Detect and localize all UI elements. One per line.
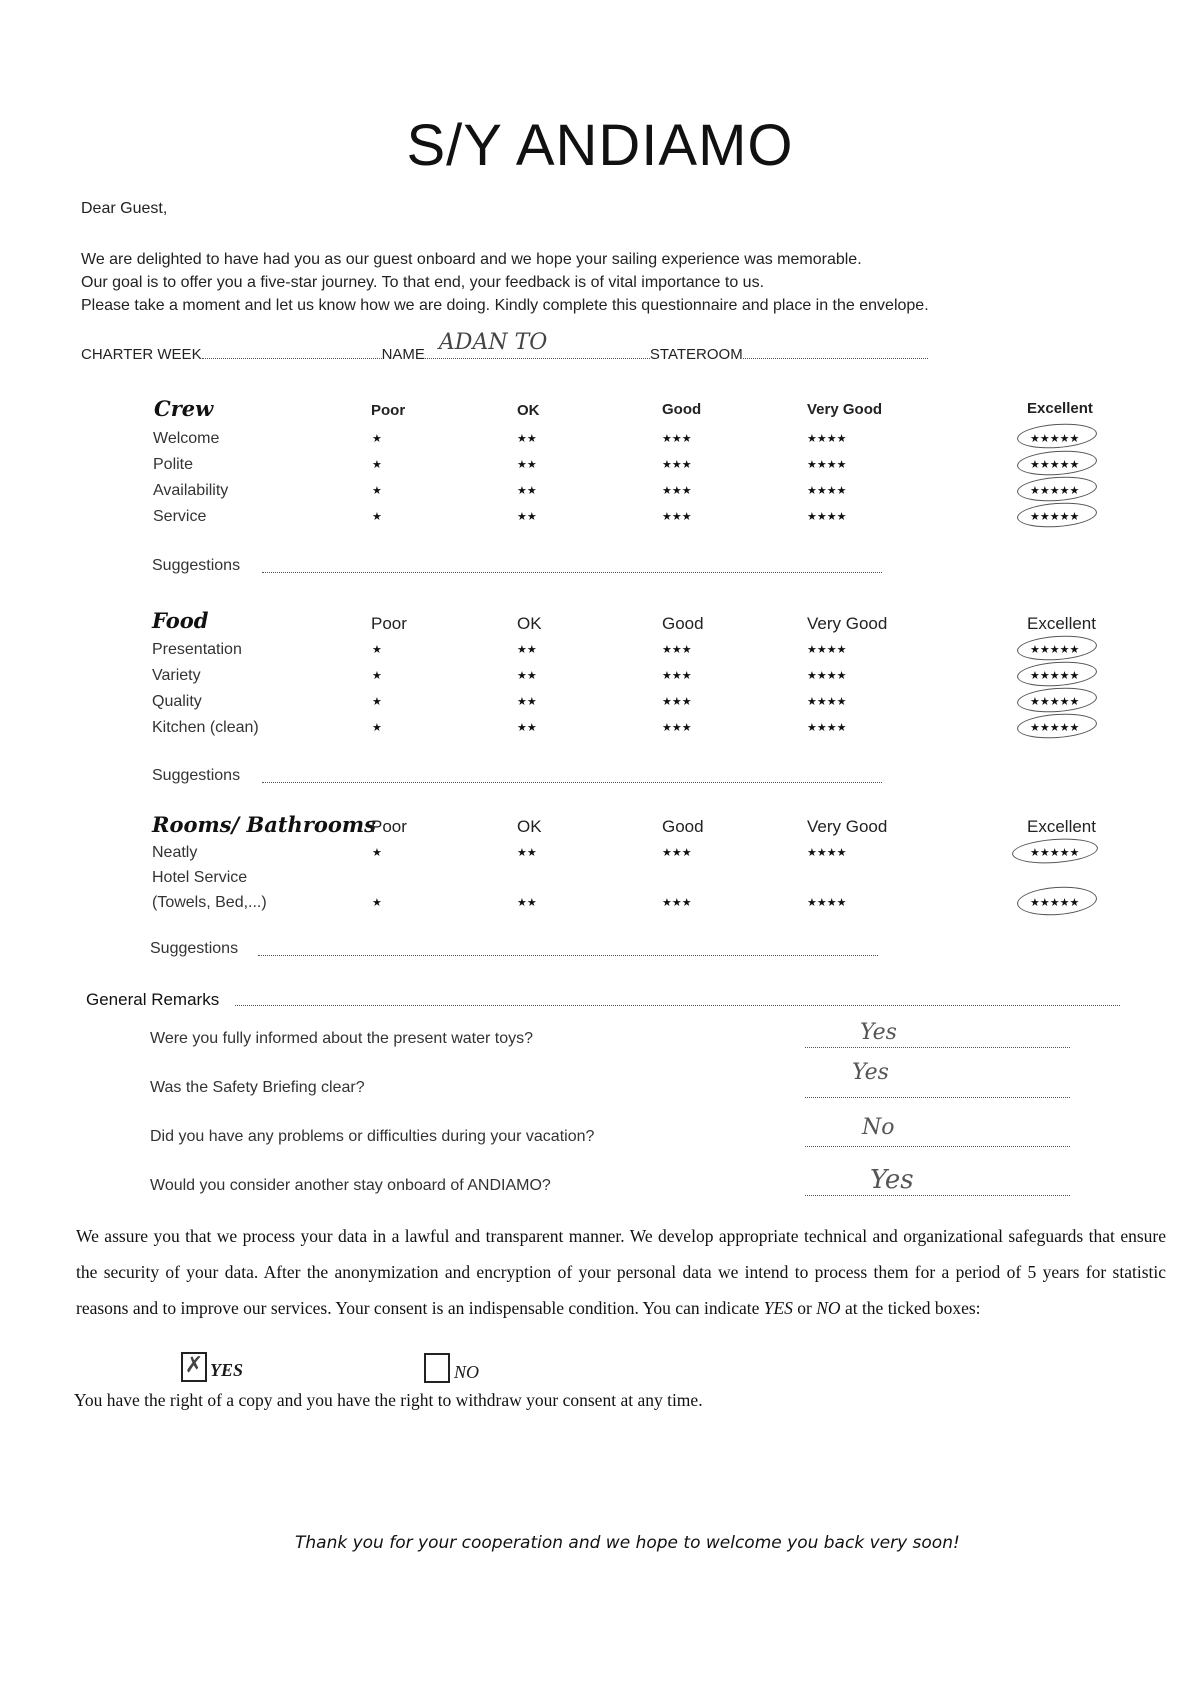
- col-ok: OK: [517, 817, 542, 836]
- question: Was the Safety Briefing clear?: [150, 1079, 365, 1096]
- rating-option-excellent[interactable]: ★★★★★: [1030, 721, 1080, 734]
- rating-option-good[interactable]: ★★★: [662, 510, 692, 523]
- section-title-crew: Crew: [154, 396, 214, 421]
- answer-field[interactable]: [805, 1146, 1070, 1147]
- rating-option-ok[interactable]: ★★: [517, 643, 537, 656]
- rating-option-excellent[interactable]: ★★★★★: [1030, 695, 1080, 708]
- col-good: Good: [662, 401, 702, 418]
- selected-circle-mark: [1016, 685, 1097, 715]
- selected-circle-mark: [1016, 711, 1097, 741]
- rating-option-very-good[interactable]: ★★★★: [807, 432, 847, 445]
- charter-week-field[interactable]: [202, 356, 382, 359]
- consent-no-word: NO: [816, 1298, 841, 1318]
- selected-circle-mark: [1016, 633, 1097, 663]
- intro-line: Please take a moment and let us know how we are doing. Kindly complete this questionnaire and place in the envelope.: [81, 297, 929, 314]
- rating-option-poor[interactable]: ★: [372, 643, 382, 656]
- rating-option-very-good[interactable]: ★★★★: [807, 510, 847, 523]
- row-label: Availability: [153, 482, 229, 499]
- rating-option-ok[interactable]: ★★: [517, 484, 537, 497]
- row-label: Neatly: [152, 844, 198, 861]
- col-excellent: Excellent: [1027, 400, 1093, 417]
- consent-or-word: or: [792, 1298, 817, 1318]
- rating-option-good[interactable]: ★★★: [662, 669, 692, 682]
- answer-field[interactable]: [805, 1047, 1070, 1048]
- consent-yes-word: YES: [763, 1298, 793, 1318]
- col-excellent: Excellent: [1027, 614, 1096, 633]
- consent-text-body: We assure you that we process your data in a lawful and transparent manner. We develop appropriate technical and organizational safeguards that ensure the security of your data. After the anonymization and encryption of your personal data we intend to process them for a period of 5 years for statistic reasons and to improve our services. Your consent is an indispensable condition. You can indicate: [76, 1226, 1166, 1318]
- answer-value: Yes: [860, 1020, 897, 1045]
- answer-value: Yes: [870, 1165, 914, 1195]
- food-suggestions-field[interactable]: [262, 780, 882, 783]
- col-poor: Poor: [371, 614, 407, 633]
- selected-circle-mark: [1016, 421, 1097, 451]
- consent-yes-checkbox[interactable]: [181, 1352, 207, 1382]
- name-value: ADAN TO: [438, 330, 548, 355]
- rating-option-poor[interactable]: ★: [372, 510, 382, 523]
- rating-option-ok[interactable]: ★★: [517, 510, 537, 523]
- suggestions-label: Suggestions: [150, 940, 239, 957]
- question: Would you consider another stay onboard of ANDIAMO?: [150, 1177, 551, 1194]
- row-label: Quality: [152, 693, 202, 710]
- rating-option-ok[interactable]: ★★: [517, 432, 537, 445]
- rating-option-good[interactable]: ★★★: [662, 721, 692, 734]
- answer-value: No: [862, 1115, 895, 1140]
- rating-option-very-good[interactable]: ★★★★: [807, 695, 847, 708]
- rights-text: You have the right of a copy and you have the right to withdraw your consent at any time.: [74, 1390, 703, 1410]
- rating-option-poor[interactable]: ★: [372, 458, 382, 471]
- rating-option-excellent[interactable]: ★★★★★: [1030, 669, 1080, 682]
- rating-option-excellent[interactable]: ★★★★★: [1030, 484, 1080, 497]
- rating-option-poor[interactable]: ★: [372, 846, 382, 859]
- thank-you-note: Thank you for your cooperation and we hope to welcome you back very soon!: [295, 1533, 960, 1553]
- consent-text-end: at the ticked boxes:: [840, 1298, 981, 1318]
- answer-value: Yes: [852, 1060, 889, 1085]
- row-label: Variety: [152, 667, 201, 684]
- rating-option-good[interactable]: ★★★: [662, 432, 692, 445]
- question: Were you fully informed about the present water toys?: [150, 1030, 534, 1047]
- col-good: Good: [662, 614, 704, 633]
- selected-circle-mark: [1016, 659, 1097, 689]
- col-very-good: Very Good: [807, 401, 883, 418]
- row-label: Presentation: [152, 641, 242, 658]
- rating-option-ok[interactable]: ★★: [517, 846, 537, 859]
- rating-option-ok[interactable]: ★★: [517, 896, 537, 909]
- general-remarks-field[interactable]: [235, 1003, 1120, 1006]
- rating-option-very-good[interactable]: ★★★★: [807, 484, 847, 497]
- row-label: Polite: [153, 456, 194, 473]
- col-excellent: Excellent: [1027, 817, 1096, 836]
- rating-option-ok[interactable]: ★★: [517, 458, 537, 471]
- question: Did you have any problems or difficulties during your vacation?: [150, 1128, 595, 1145]
- selected-circle-mark: [1011, 836, 1098, 866]
- row-label: Hotel Service: [152, 869, 248, 886]
- greeting: Dear Guest,: [81, 200, 168, 217]
- charter-week-label: CHARTER WEEK: [81, 346, 202, 363]
- suggestions-label: Suggestions: [152, 557, 241, 574]
- selected-circle-mark: [1016, 500, 1097, 530]
- name-field[interactable]: [425, 330, 650, 359]
- answer-field[interactable]: [805, 1097, 1070, 1098]
- rating-option-ok[interactable]: ★★: [517, 721, 537, 734]
- consent-text: [76, 1218, 1166, 1326]
- rating-option-excellent[interactable]: ★★★★★: [1030, 458, 1080, 471]
- col-ok: OK: [517, 402, 540, 419]
- rating-option-good[interactable]: ★★★: [662, 896, 692, 909]
- rating-option-excellent[interactable]: ★★★★★: [1030, 643, 1080, 656]
- rating-option-poor[interactable]: ★: [372, 695, 382, 708]
- stateroom-label: STATEROOM: [649, 346, 743, 363]
- col-ok: OK: [517, 614, 542, 633]
- section-title-rooms: Rooms/ Bathrooms: [152, 812, 376, 837]
- rating-option-ok[interactable]: ★★: [517, 669, 537, 682]
- general-remarks-label: General Remarks: [86, 990, 220, 1009]
- rating-option-poor[interactable]: ★: [372, 484, 382, 497]
- consent-yes-label: YES: [210, 1360, 244, 1380]
- rating-option-very-good[interactable]: ★★★★: [807, 896, 847, 909]
- section-title-food: Food: [152, 608, 209, 633]
- checkmark-x-icon: ✗: [184, 1353, 204, 1378]
- rating-option-excellent[interactable]: ★★★★★: [1030, 510, 1080, 523]
- col-very-good: Very Good: [807, 614, 888, 633]
- intro-text: [81, 248, 929, 317]
- rating-option-very-good[interactable]: ★★★★: [807, 458, 847, 471]
- selected-circle-mark: [1016, 884, 1098, 918]
- rating-option-good[interactable]: ★★★: [662, 695, 692, 708]
- rating-option-very-good[interactable]: ★★★★: [807, 669, 847, 682]
- guest-info-fields: [81, 330, 928, 363]
- rating-option-very-good[interactable]: ★★★★: [807, 643, 847, 656]
- rating-option-poor[interactable]: ★: [372, 721, 382, 734]
- rating-option-very-good[interactable]: ★★★★: [807, 846, 847, 859]
- rating-option-good[interactable]: ★★★: [662, 846, 692, 859]
- page-title: S/Y ANDIAMO: [406, 113, 794, 178]
- col-very-good: Very Good: [807, 817, 888, 836]
- rating-option-poor[interactable]: ★: [372, 432, 382, 445]
- row-label: Service: [153, 508, 207, 525]
- intro-line: We are delighted to have had you as our guest onboard and we hope your sailing experience was memorable.: [81, 251, 862, 268]
- stateroom-field[interactable]: [743, 356, 928, 359]
- rating-option-excellent[interactable]: ★★★★★: [1030, 896, 1080, 909]
- answer-field[interactable]: [805, 1195, 1070, 1196]
- rating-option-good[interactable]: ★★★: [662, 484, 692, 497]
- row-label-continued: (Towels, Bed,...): [152, 894, 267, 911]
- col-poor: Poor: [371, 817, 407, 836]
- intro-line: Our goal is to offer you a five-star journey. To that end, your feedback is of vital importance to us.: [81, 274, 765, 291]
- name-label: NAME: [381, 346, 425, 363]
- rating-option-excellent[interactable]: ★★★★★: [1030, 432, 1080, 445]
- rating-option-good[interactable]: ★★★: [662, 458, 692, 471]
- crew-suggestions-field[interactable]: [262, 570, 882, 573]
- row-label: Welcome: [153, 430, 220, 447]
- rooms-suggestions-field[interactable]: [258, 953, 878, 956]
- selected-circle-mark: [1016, 474, 1097, 504]
- selected-circle-mark: [1016, 448, 1097, 478]
- rating-option-poor[interactable]: ★: [372, 669, 382, 682]
- rating-option-excellent[interactable]: ★★★★★: [1030, 846, 1080, 859]
- consent-no-checkbox[interactable]: [424, 1353, 450, 1383]
- rating-option-very-good[interactable]: ★★★★: [807, 721, 847, 734]
- rating-option-poor[interactable]: ★: [372, 896, 382, 909]
- rating-option-good[interactable]: ★★★: [662, 643, 692, 656]
- col-good: Good: [662, 817, 704, 836]
- consent-no-label: NO: [454, 1362, 480, 1382]
- suggestions-label: Suggestions: [152, 767, 241, 784]
- rating-option-ok[interactable]: ★★: [517, 695, 537, 708]
- row-label: Kitchen (clean): [152, 719, 259, 736]
- col-poor: Poor: [371, 402, 406, 419]
